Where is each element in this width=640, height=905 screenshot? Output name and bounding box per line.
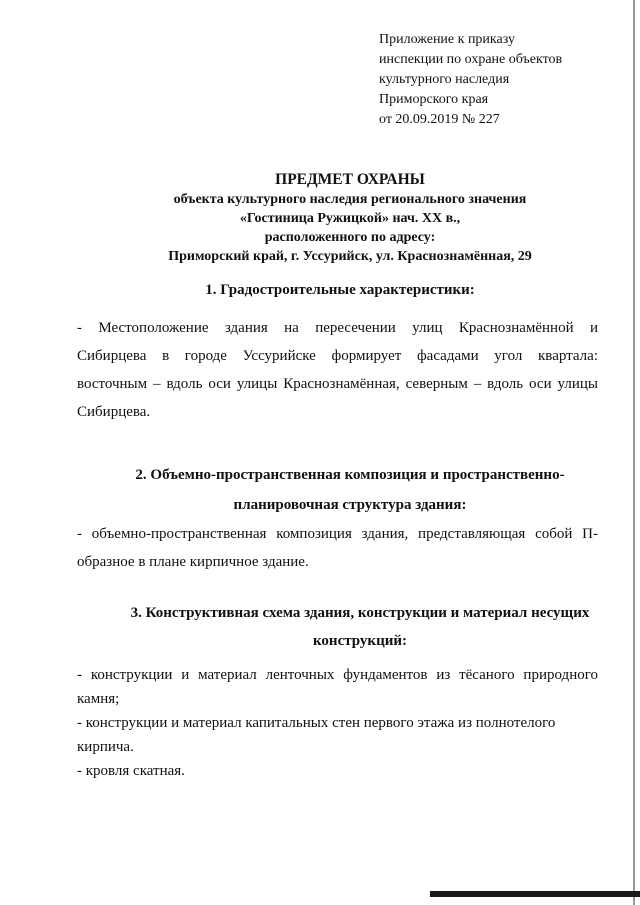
paragraph-line: образное в плане кирпичное здание. (77, 554, 309, 570)
title-address: Приморский край, г. Уссурийск, ул. Краснознамённая, 29 (168, 249, 532, 264)
heading-line: 3. Конструктивная схема здания, конструкции и материал несущих (130, 605, 590, 621)
paragraph-line: восточным – вдоль оси улицы Краснознамённая, северным – вдоль оси улицы (77, 376, 598, 392)
appendix-line: Приморского края (379, 92, 489, 107)
appendix-order-date: от 20.09.2019 № 227 (379, 112, 500, 127)
section3-list (77, 663, 598, 783)
paragraph-line: Сибирцева. (77, 404, 151, 420)
title-line: расположенного по адресу: (264, 230, 436, 245)
section2-heading (50, 460, 640, 520)
appendix-line: инспекции по охране объектов (379, 52, 563, 67)
section2-paragraph (77, 520, 598, 576)
list-item: - конструкции и материал ленточных фундаментов из тёсаного природного (77, 667, 598, 683)
heading-line: конструкций: (312, 633, 407, 649)
paragraph-line: - объемно-пространственная композиция здания, представляющая собой П- (77, 526, 598, 542)
paragraph-line: - Местоположение здания на пересечении улиц Краснознамённой и (77, 320, 598, 336)
heading-line: планировочная структура здания: (233, 497, 467, 513)
appendix-line: Приложение к приказу (379, 32, 515, 47)
title-line: «Гостиница Ружицкой» нач. XX в., (239, 211, 461, 226)
list-item: кирпича. (77, 739, 134, 755)
scan-edge-line (633, 0, 635, 905)
section3-heading (60, 599, 640, 655)
heading-line: 2. Объемно-пространственная композиция и пространственно- (135, 467, 565, 483)
list-item: - кровля скатная. (77, 763, 185, 779)
list-item: - конструкции и материал капитальных стен первого этажа из полнотелого (77, 715, 556, 731)
appendix-line: культурного наследия (379, 72, 510, 87)
title-main: ПРЕДМЕТ ОХРАНЫ (275, 171, 425, 188)
list-item: камня; (77, 691, 120, 707)
document-title (40, 170, 640, 266)
appendix-reference (379, 30, 619, 130)
section1-paragraph (77, 314, 598, 426)
scan-bottom-bar (430, 891, 640, 897)
title-line: объекта культурного наследия регионального значения (173, 192, 527, 207)
section1-heading: 1. Градостроительные характеристики: (205, 282, 475, 298)
paragraph-line: Сибирцева в городе Уссурийске формирует фасадами угол квартала: (77, 348, 598, 364)
